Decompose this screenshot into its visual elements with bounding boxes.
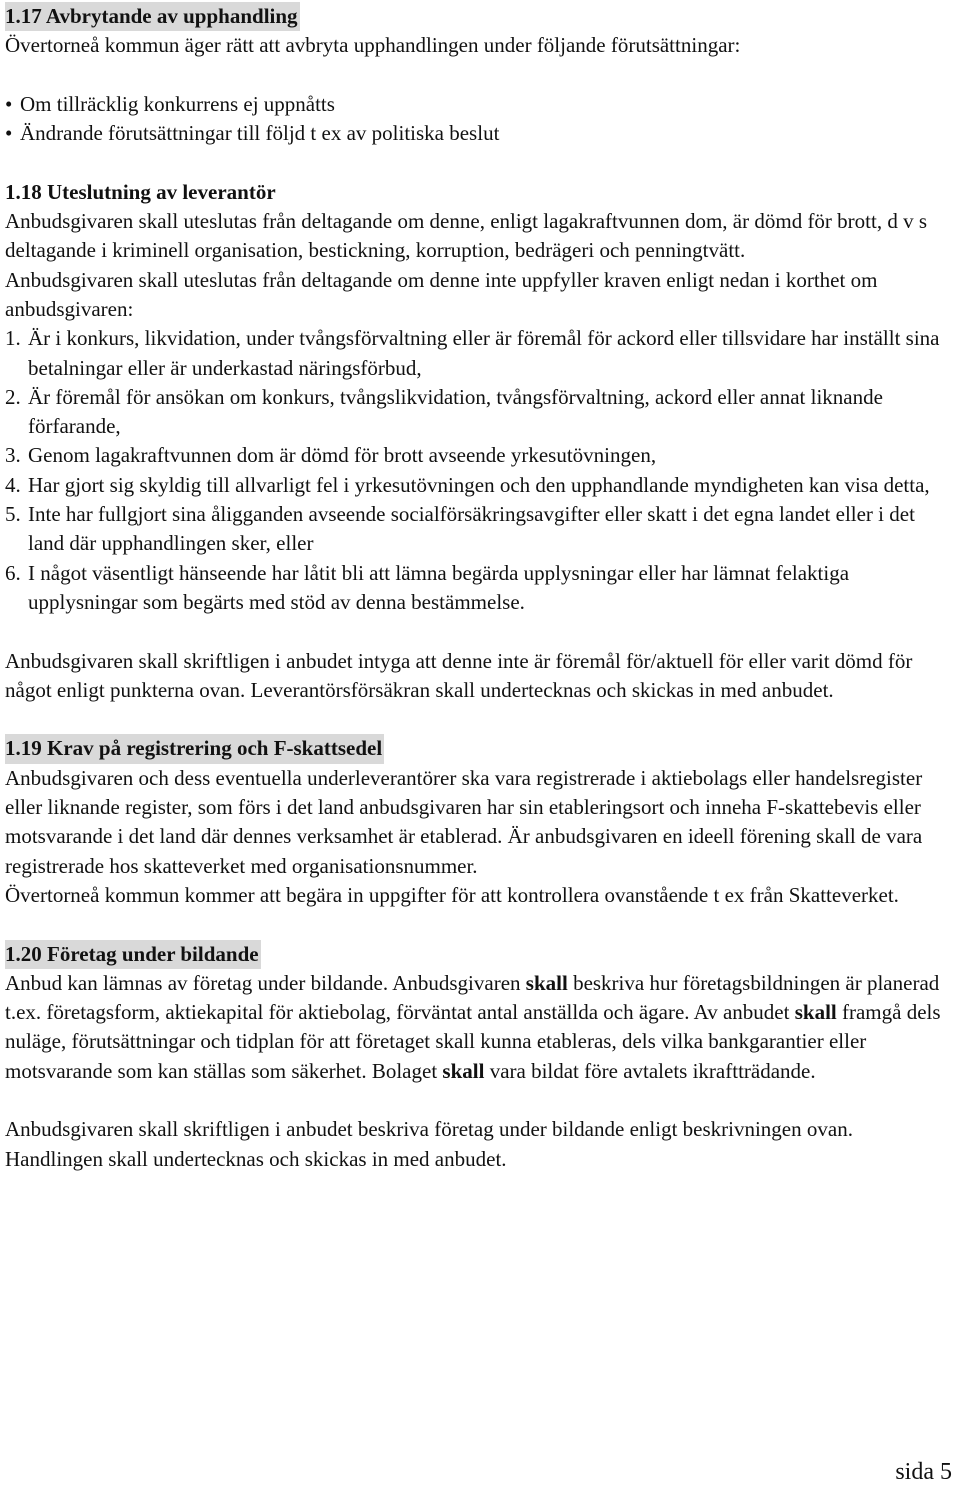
heading-line-1-20 [5, 940, 955, 969]
list-item [5, 441, 955, 470]
criteria-text: Är föremål för ansökan om konkurs, tvångslikvidation, tvångsförvaltning, ackord eller annat liknande förfarande, [28, 384, 883, 439]
section-1-17-intro: Övertorneå kommun äger rätt att avbryta upphandlingen under följande förutsättningar: [5, 33, 741, 58]
bullet-text: Om tillräcklig konkurrens ej uppnåtts [20, 91, 335, 116]
criteria-number: 6. [5, 560, 21, 585]
bullet-icon: • [5, 91, 13, 116]
section-heading-1-20: 1.20 Företag under bildande [5, 940, 261, 969]
section-1-20-para1 [5, 969, 955, 1086]
list-item [5, 324, 955, 383]
bullet-text: Ändrande förutsättningar till följd t ex av politiska beslut [20, 121, 500, 146]
list-item [5, 90, 955, 119]
text-run: framgå dels nuläge, förutsättningar och tidplan för att företaget skall kunna etableras, dels vilka bankgarantier eller motsvarande som kan ställas som säkerhet. Bolaget [5, 1000, 941, 1083]
section-1-19-para1: Anbudsgivaren och dess eventuella underleverantörer ska vara registrerade i aktiebolags eller handelsregister eller liknande register, som förs i det land anbudsgivaren har sin etableringsort och inneha F-skattebevis eller motsvarande i det land där dennes verksamhet är etablerad. Är anbudsgivaren en ideell förening skall de vara registrerade hos skatteverket med organisationsnummer. [5, 765, 923, 878]
section-1-18-para3: Anbudsgivaren skall skriftligen i anbudet intyga att denne inte är föremål för/aktuell för eller varit dömd för något enligt punkterna ovan. Leverantörsförsäkran skall undertecknas och skickas in med anbudet. [5, 648, 913, 702]
emphasis-skall: skall [794, 1000, 837, 1025]
heading-line-1-19 [5, 734, 955, 763]
criteria-number: 3. [5, 443, 21, 468]
section-heading-1-18: 1.18 Uteslutning av leverantör [5, 179, 276, 204]
criteria-text: Har gjort sig skyldig till allvarligt fel i yrkesutövningen och den upphandlande myndigheten kan visa detta, [28, 472, 930, 497]
criteria-number: 4. [5, 472, 21, 497]
criteria-list [5, 324, 955, 617]
list-item [5, 471, 955, 500]
list-item [5, 500, 955, 559]
section-heading-1-19: 1.19 Krav på registrering och F-skattsedel [5, 734, 384, 763]
page-number: sida 5 [895, 1459, 952, 1485]
section-1-18-para1: Anbudsgivaren skall uteslutas från deltagande om denne, enligt lagakraftvunnen dom, är dömd för brott, d v s deltagande i kriminell organisation, bestickning, korruption, bedrägeri och penningtvätt. [5, 209, 928, 263]
text-run: vara bildat före avtalets ikraftträdande. [484, 1058, 816, 1083]
text-run: beskriva hur företagsbildningen är planerad t.ex. företagsform, aktiekapital för aktiebolag, förväntat antal anställda och ägare. Av anbudet [5, 970, 940, 1025]
criteria-number: 2. [5, 384, 21, 409]
criteria-number: 5. [5, 502, 21, 527]
list-item [5, 559, 955, 618]
criteria-text: Är i konkurs, likvidation, under tvångsförvaltning eller är föremål för ackord eller tillsvidare har inställt sina betalningar eller är underkastad näringsförbud, [28, 326, 940, 380]
criteria-text: Genom lagakraftvunnen dom är dömd för brott avseende yrkesutövningen, [28, 443, 657, 468]
emphasis-skall: skall [525, 970, 568, 995]
bullet-list [5, 90, 955, 149]
text-run: Anbud kan lämnas av företag under bildande. Anbudsgivaren [5, 970, 526, 995]
criteria-text: I något väsentligt hänseende har låtit bli att lämna begärda upplysningar eller har lämnat felaktiga upplysningar som begärts med stöd av denna bestämmelse. [28, 560, 850, 614]
criteria-text: Inte har fullgjort sina åligganden avseende socialförsäkringsavgifter eller skatt i det egna landet eller i det land där upphandlingen sker, eller [28, 502, 915, 556]
document-page [5, 2, 955, 1174]
section-1-19-para2: Övertorneå kommun kommer att begära in uppgifter för att kontrollera ovanstående t ex från Skatteverket. [5, 882, 899, 907]
section-1-20-para2: Anbudsgivaren skall skriftligen i anbudet beskriva företag under bildande enligt beskrivningen ovan. Handlingen skall undertecknas och skickas in med anbudet. [5, 1117, 853, 1171]
section-heading-1-17: 1.17 Avbrytande av upphandling [5, 2, 300, 31]
heading-line-1-17 [5, 2, 955, 31]
list-item [5, 119, 955, 148]
criteria-number: 1. [5, 326, 21, 351]
section-1-18-para2: Anbudsgivaren skall uteslutas från deltagande om denne inte uppfyller kraven enligt nedan i korthet om anbudsgivaren: [5, 267, 878, 321]
heading-line-1-18 [5, 178, 955, 207]
list-item [5, 383, 955, 442]
bullet-icon: • [5, 121, 13, 146]
emphasis-skall: skall [442, 1058, 485, 1083]
